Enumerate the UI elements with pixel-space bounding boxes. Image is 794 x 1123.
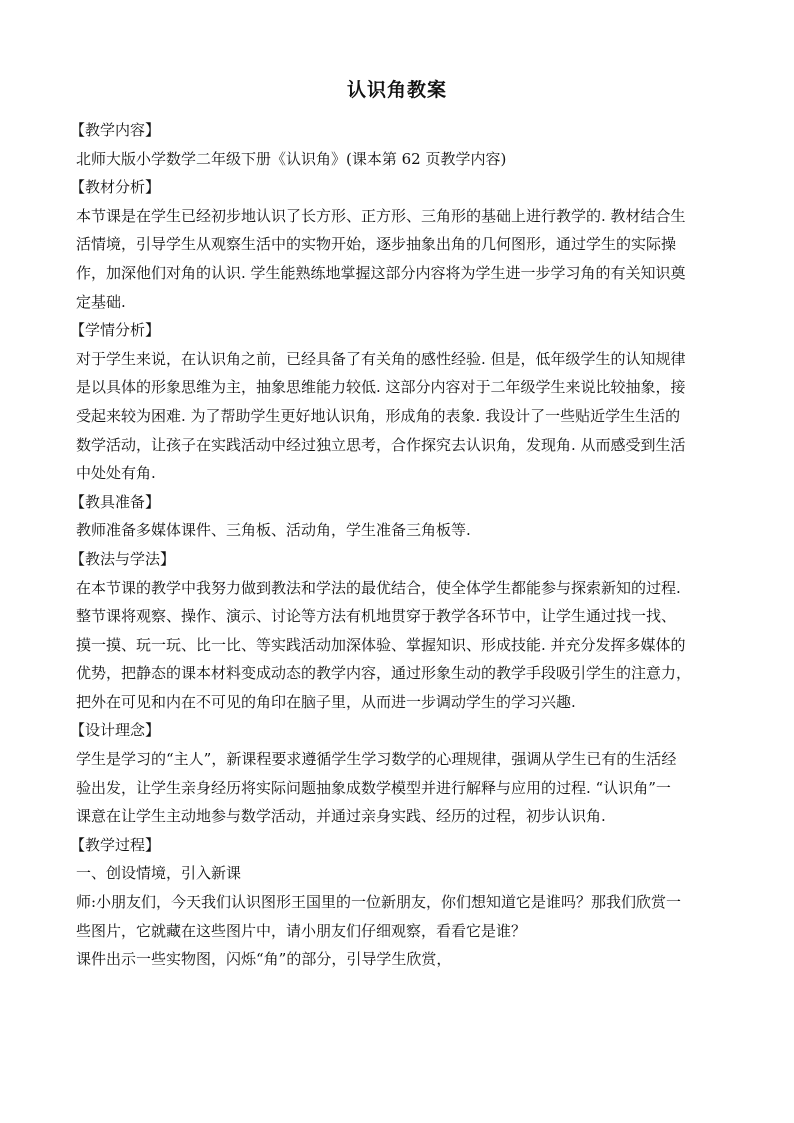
body-line: 受起来较为困难. 为了帮助学生更好地认识角，形成角的表象. 我设计了一些贴近学生生活的 <box>76 406 681 425</box>
section-heading: 【教材分析】 <box>70 178 161 197</box>
section-heading: 【教学内容】 <box>70 121 161 139</box>
body-line: 作，加深他们对角的认识. 学生能熟练地掌握这部分内容将为学生进一步学习角的有关知识奠 <box>76 263 686 282</box>
body-line: 本节课是在学生已经初步地认识了长方形、正方形、三角形的基础上进行教学的. 教材结合生 <box>76 206 686 225</box>
body-line: 课意在让学生主动地参与数学活动，并通过亲身实践、经历的过程，初步认识角. <box>76 807 606 826</box>
body-line: 一、创设情境，引入新课 <box>76 864 242 883</box>
body-line: 把外在可见和内在不可见的角印在脑子里，从而进一步调动学生的学习兴趣. <box>76 692 576 711</box>
body-line: 教师准备多媒体课件、三角板、活动角，学生准备三角板等. <box>76 521 471 540</box>
body-line: 课件出示一些实物图，闪烁“角”的部分，引导学生欣赏， <box>76 950 452 969</box>
section-heading: 【学情分析】 <box>70 321 161 340</box>
body-line: 是以具体的形象思维为主，抽象思维能力较低. 这部分内容对于二年级学生来说比较抽象，接 <box>76 378 686 397</box>
body-line: 学生是学习的“主人”，新课程要求遵循学生学习数学的心理规律，强调从学生已有的生活经 <box>76 750 677 769</box>
body-line: 中处处有角. <box>76 464 156 483</box>
section-heading: 【教具准备】 <box>70 492 161 511</box>
body-line: 数学活动，让孩子在实践活动中经过独立思考，合作探究去认识角，发现角. 从而感受到生活 <box>76 435 686 454</box>
section-heading: 【教法与学法】 <box>70 549 176 568</box>
body-line: 定基础. <box>76 292 126 311</box>
document-title: 认识角教案 <box>346 79 447 101</box>
body-line: 活情境，引导学生从观察生活中的实物开始，逐步抽象出角的几何图形，通过学生的实际操 <box>76 235 677 254</box>
body-line: 验出发，让学生亲身经历将实际问题抽象成数学模型并进行解释与应用的过程. “认识角”一 <box>76 778 671 797</box>
document-body <box>70 116 724 974</box>
body-line: 在本节课的教学中我努力做到教法和学法的最优结合，使全体学生都能参与探索新知的过程. <box>76 578 681 597</box>
body-line: 些图片，它就藏在这些图片中，请小朋友们仔细观察，看看它是谁？ <box>76 921 527 940</box>
section-heading: 【教学过程】 <box>70 835 161 854</box>
body-line: 对于学生来说，在认识角之前，已经具备了有关角的感性经验. 但是，低年级学生的认知规律 <box>76 349 686 368</box>
body-line: 师:小朋友们，今天我们认识图形王国里的一位新朋友，你们想知道它是谁吗？那我们欣赏一 <box>76 893 682 912</box>
body-line: 摸一摸、玩一玩、比一比、等实践活动加深体验、掌握知识、形成技能. 并充分发挥多媒体的 <box>76 635 686 654</box>
section-heading: 【设计理念】 <box>70 721 161 740</box>
body-line: 整节课将观察、操作、演示、讨论等方法有机地贯穿于教学各环节中，让学生通过找一找、 <box>76 607 677 626</box>
body-line: 优势，把静态的课本材料变成动态的教学内容，通过形象生动的教学手段吸引学生的注意力， <box>76 664 692 683</box>
body-line: 北师大版小学数学二年级下册《认识角》(课本第 62 页教学内容) <box>76 149 507 168</box>
